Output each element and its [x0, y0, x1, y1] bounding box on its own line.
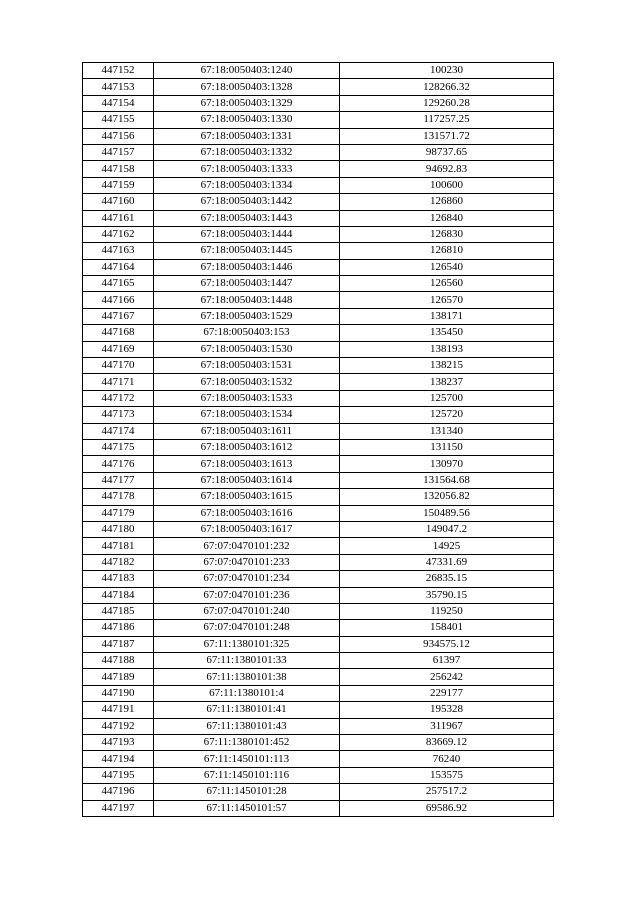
row-number-cell: 447176 [83, 456, 154, 472]
value-cell: 149047.2 [340, 521, 554, 537]
row-number-cell: 447175 [83, 439, 154, 455]
value-cell: 131571.72 [340, 128, 554, 144]
cadastral-number-cell: 67:07:0470101:234 [154, 571, 340, 587]
row-number-cell: 447197 [83, 800, 154, 816]
cadastral-number-cell: 67:18:0050403:1612 [154, 439, 340, 455]
table-row [83, 358, 554, 374]
cadastral-number-cell: 67:18:0050403:1532 [154, 374, 340, 390]
cadastral-number-cell: 67:18:0050403:1240 [154, 63, 340, 79]
cadastral-number-cell: 67:18:0050403:1443 [154, 210, 340, 226]
value-cell: 138237 [340, 374, 554, 390]
table-row [83, 144, 554, 160]
table-row [83, 735, 554, 751]
cadastral-number-cell: 67:18:0050403:1533 [154, 390, 340, 406]
value-cell: 100230 [340, 63, 554, 79]
value-cell: 257517.2 [340, 784, 554, 800]
value-cell: 35790.15 [340, 587, 554, 603]
table-row [83, 636, 554, 652]
table-row [83, 63, 554, 79]
row-number-cell: 447183 [83, 571, 154, 587]
value-cell: 47331.69 [340, 554, 554, 570]
cadastral-number-cell: 67:18:0050403:1529 [154, 308, 340, 324]
value-cell: 126830 [340, 226, 554, 242]
cadastral-number-cell: 67:11:1380101:33 [154, 653, 340, 669]
row-number-cell: 447161 [83, 210, 154, 226]
value-cell: 153575 [340, 767, 554, 783]
row-number-cell: 447196 [83, 784, 154, 800]
cadastral-number-cell: 67:11:1450101:28 [154, 784, 340, 800]
cadastral-number-cell: 67:11:1450101:113 [154, 751, 340, 767]
cadastral-number-cell: 67:18:0050403:1614 [154, 472, 340, 488]
row-number-cell: 447173 [83, 407, 154, 423]
value-cell: 150489.56 [340, 505, 554, 521]
cadastral-number-cell: 67:18:0050403:1331 [154, 128, 340, 144]
table-row [83, 128, 554, 144]
cadastral-number-cell: 67:11:1450101:116 [154, 767, 340, 783]
table-row [83, 390, 554, 406]
table-row [83, 751, 554, 767]
value-cell: 26835.15 [340, 571, 554, 587]
row-number-cell: 447192 [83, 718, 154, 734]
value-cell: 83669.12 [340, 735, 554, 751]
row-number-cell: 447168 [83, 325, 154, 341]
cadastral-number-cell: 67:11:1450101:57 [154, 800, 340, 816]
row-number-cell: 447182 [83, 554, 154, 570]
table-row [83, 521, 554, 537]
value-cell: 125720 [340, 407, 554, 423]
value-cell: 69586.92 [340, 800, 554, 816]
cadastral-number-cell: 67:07:0470101:233 [154, 554, 340, 570]
table-row [83, 587, 554, 603]
value-cell: 126860 [340, 194, 554, 210]
row-number-cell: 447193 [83, 735, 154, 751]
table-row [83, 341, 554, 357]
value-cell: 130970 [340, 456, 554, 472]
row-number-cell: 447166 [83, 292, 154, 308]
table-row [83, 407, 554, 423]
table-row [83, 685, 554, 701]
row-number-cell: 447178 [83, 489, 154, 505]
table-row [83, 800, 554, 816]
table-row [83, 210, 554, 226]
cadastral-number-cell: 67:18:0050403:1328 [154, 79, 340, 95]
cadastral-number-cell: 67:18:0050403:1442 [154, 194, 340, 210]
cadastral-number-cell: 67:18:0050403:1330 [154, 112, 340, 128]
row-number-cell: 447179 [83, 505, 154, 521]
table-row [83, 276, 554, 292]
row-number-cell: 447170 [83, 358, 154, 374]
value-cell: 100600 [340, 177, 554, 193]
table-body [83, 63, 554, 817]
row-number-cell: 447188 [83, 653, 154, 669]
value-cell: 131150 [340, 439, 554, 455]
table-row [83, 489, 554, 505]
value-cell: 311967 [340, 718, 554, 734]
table-row [83, 456, 554, 472]
cadastral-number-cell: 67:11:1380101:325 [154, 636, 340, 652]
table-row [83, 226, 554, 242]
table-row [83, 718, 554, 734]
row-number-cell: 447171 [83, 374, 154, 390]
table-row [83, 161, 554, 177]
value-cell: 934575.12 [340, 636, 554, 652]
table-row [83, 702, 554, 718]
row-number-cell: 447187 [83, 636, 154, 652]
cadastral-number-cell: 67:11:1380101:4 [154, 685, 340, 701]
cadastral-number-cell: 67:18:0050403:1334 [154, 177, 340, 193]
cadastral-number-cell: 67:11:1380101:452 [154, 735, 340, 751]
row-number-cell: 447169 [83, 341, 154, 357]
row-number-cell: 447186 [83, 620, 154, 636]
cadastral-number-cell: 67:18:0050403:1329 [154, 95, 340, 111]
row-number-cell: 447157 [83, 144, 154, 160]
cadastral-number-cell: 67:18:0050403:1613 [154, 456, 340, 472]
value-cell: 126570 [340, 292, 554, 308]
cadastral-number-cell: 67:11:1380101:43 [154, 718, 340, 734]
value-cell: 126840 [340, 210, 554, 226]
cadastral-number-cell: 67:18:0050403:1611 [154, 423, 340, 439]
value-cell: 131564.68 [340, 472, 554, 488]
row-number-cell: 447156 [83, 128, 154, 144]
cadastral-number-cell: 67:07:0470101:248 [154, 620, 340, 636]
table-row [83, 325, 554, 341]
table-row [83, 95, 554, 111]
table-row [83, 554, 554, 570]
row-number-cell: 447159 [83, 177, 154, 193]
row-number-cell: 447195 [83, 767, 154, 783]
row-number-cell: 447174 [83, 423, 154, 439]
value-cell: 61397 [340, 653, 554, 669]
row-number-cell: 447162 [83, 226, 154, 242]
value-cell: 229177 [340, 685, 554, 701]
row-number-cell: 447181 [83, 538, 154, 554]
table-row [83, 112, 554, 128]
data-table [82, 62, 554, 817]
cadastral-number-cell: 67:07:0470101:240 [154, 603, 340, 619]
row-number-cell: 447163 [83, 243, 154, 259]
value-cell: 138215 [340, 358, 554, 374]
table-row [83, 243, 554, 259]
table-row [83, 571, 554, 587]
cadastral-number-cell: 67:18:0050403:1616 [154, 505, 340, 521]
value-cell: 131340 [340, 423, 554, 439]
row-number-cell: 447191 [83, 702, 154, 718]
table-row [83, 423, 554, 439]
cadastral-number-cell: 67:18:0050403:1534 [154, 407, 340, 423]
value-cell: 195328 [340, 702, 554, 718]
table-row [83, 472, 554, 488]
row-number-cell: 447165 [83, 276, 154, 292]
row-number-cell: 447172 [83, 390, 154, 406]
table-row [83, 505, 554, 521]
value-cell: 126540 [340, 259, 554, 275]
value-cell: 125700 [340, 390, 554, 406]
value-cell: 126560 [340, 276, 554, 292]
value-cell: 128266.32 [340, 79, 554, 95]
row-number-cell: 447177 [83, 472, 154, 488]
row-number-cell: 447160 [83, 194, 154, 210]
row-number-cell: 447190 [83, 685, 154, 701]
value-cell: 94692.83 [340, 161, 554, 177]
value-cell: 256242 [340, 669, 554, 685]
row-number-cell: 447153 [83, 79, 154, 95]
value-cell: 14925 [340, 538, 554, 554]
row-number-cell: 447194 [83, 751, 154, 767]
table-row [83, 194, 554, 210]
table-row [83, 620, 554, 636]
table-row [83, 653, 554, 669]
cadastral-number-cell: 67:18:0050403:1445 [154, 243, 340, 259]
table-row [83, 669, 554, 685]
row-number-cell: 447158 [83, 161, 154, 177]
table-row [83, 784, 554, 800]
value-cell: 76240 [340, 751, 554, 767]
cadastral-number-cell: 67:11:1380101:41 [154, 702, 340, 718]
cadastral-number-cell: 67:07:0470101:236 [154, 587, 340, 603]
table-row [83, 767, 554, 783]
cadastral-number-cell: 67:07:0470101:232 [154, 538, 340, 554]
table-row [83, 308, 554, 324]
table-row [83, 79, 554, 95]
value-cell: 138193 [340, 341, 554, 357]
row-number-cell: 447167 [83, 308, 154, 324]
value-cell: 119250 [340, 603, 554, 619]
value-cell: 138171 [340, 308, 554, 324]
value-cell: 135450 [340, 325, 554, 341]
table-row [83, 177, 554, 193]
value-cell: 158401 [340, 620, 554, 636]
cadastral-number-cell: 67:18:0050403:1448 [154, 292, 340, 308]
row-number-cell: 447152 [83, 63, 154, 79]
cadastral-number-cell: 67:18:0050403:153 [154, 325, 340, 341]
row-number-cell: 447180 [83, 521, 154, 537]
row-number-cell: 447164 [83, 259, 154, 275]
table-row [83, 259, 554, 275]
value-cell: 126810 [340, 243, 554, 259]
cadastral-number-cell: 67:11:1380101:38 [154, 669, 340, 685]
cadastral-number-cell: 67:18:0050403:1444 [154, 226, 340, 242]
row-number-cell: 447189 [83, 669, 154, 685]
table-row [83, 292, 554, 308]
cadastral-number-cell: 67:18:0050403:1333 [154, 161, 340, 177]
table-row [83, 374, 554, 390]
cadastral-number-cell: 67:18:0050403:1530 [154, 341, 340, 357]
row-number-cell: 447155 [83, 112, 154, 128]
value-cell: 117257.25 [340, 112, 554, 128]
table-row [83, 603, 554, 619]
table-row [83, 538, 554, 554]
cadastral-number-cell: 67:18:0050403:1447 [154, 276, 340, 292]
cadastral-number-cell: 67:18:0050403:1617 [154, 521, 340, 537]
cadastral-number-cell: 67:18:0050403:1446 [154, 259, 340, 275]
value-cell: 98737.65 [340, 144, 554, 160]
row-number-cell: 447184 [83, 587, 154, 603]
table-row [83, 439, 554, 455]
value-cell: 129260.28 [340, 95, 554, 111]
row-number-cell: 447185 [83, 603, 154, 619]
cadastral-number-cell: 67:18:0050403:1615 [154, 489, 340, 505]
cadastral-number-cell: 67:18:0050403:1332 [154, 144, 340, 160]
row-number-cell: 447154 [83, 95, 154, 111]
value-cell: 132056.82 [340, 489, 554, 505]
cadastral-number-cell: 67:18:0050403:1531 [154, 358, 340, 374]
